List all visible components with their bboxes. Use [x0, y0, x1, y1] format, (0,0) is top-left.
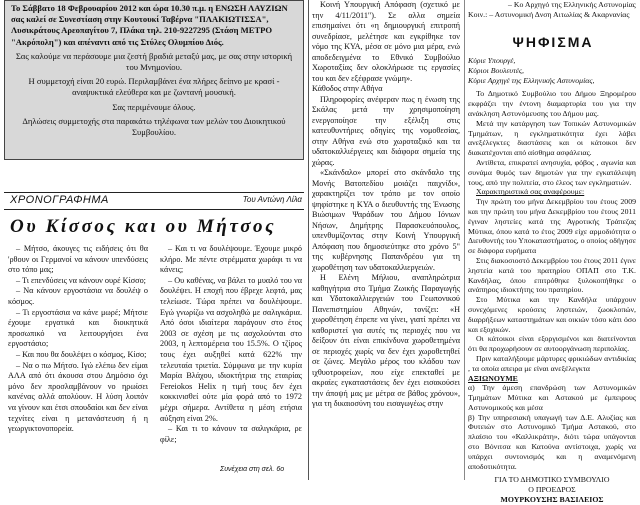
article-paragraph: «Σκάνδαλο» μπορεί στο σκάνδαλο της Μονής Βατοπεδίου μοιάζει παιχνίδι», χαρακτηρίζει τον τρόπο με τον οποίο ψηφίστηκε η ΚΥΑ ο διευθυντής της Ένωσης Βιώσιμων Ψαράδων του Δήμου Ιόνιων Νήσων, Δημήτρης Παρασκευόπουλος, υπενθυμίζοντας στην Κοινή Υπουργική Απόφαση που δημοσιεύτηκε στο χρόνο 5" της κυβέρνησης Παπανδρέου για τη χωροθέτηση των υδατοκαλλιεργειών. — [312, 168, 460, 272]
dialogue-line: – Τι εργοστάσια να κάνε μωρέ; Μήτσιε έχουμε εργατικά και διοικητικά προσωπικό να λειτουργήσει ένα εργοστάσιο; — [8, 307, 148, 349]
signature-name: ΜΟΥΡΚΟΥΣΗΣ ΒΑΣΙΛΕΙΟΣ — [500, 495, 604, 505]
dialogue-line: – Και τι να δουλέψουμε. Έχουμε μικρό κλήρο. Με πέντε στρέμματα χωράφι τι να κάνεις; — [160, 244, 302, 275]
article-paragraph: Πληροφορίες ανέφεραν πως η ένωση της Σκάλας μετά την χρησιμοποίηση ενεργοποίησε την εξέλιξη στις κατευθυντήριες οδηγίες της νομοθεσίας, στην Αθήνα ενώ στο χωροταξικό και τα υδατοκαλλιέργειες και διάφορα σημεία της χώρας. — [312, 94, 460, 167]
column-divider — [308, 0, 309, 480]
resolution-paragraph: Στο Μύτικα και την Κανδήλα υπάρχουν συνεχόμενες κρούσεις ληστειών, ζωοκλοπών, διαρρήξεων καταστημάτων και οικιών τόσο κάτι όσο και εξοχικών. — [468, 295, 636, 334]
section-header — [4, 192, 304, 210]
resolution-body — [468, 56, 636, 505]
resolution-paragraph: Το Δημοτικό Συμβούλιο του Δήμου Ξηρομέρου εκφράζει την έντονη διαμαρτυρία του για την ανάκληση Αστυνόμευσης του Δήμου μας. — [468, 89, 636, 118]
article-column-1 — [8, 244, 148, 435]
demand-item: β) Την υπηρεσιακή υπαγωγή των Δ.Ε. Αλυζίας και Φυτειών στο Αστυνομικό Τμήμα Αστακού, στο πλαίσιο του «Καλλικράτη», διότι τώρα υπάγονται στο Βόνιτσα και Κατούνα αντίστοιχα, χωρίς να υπάρχει συντονισμός και η αναμενόμενη αποδοτικότητα. — [468, 412, 636, 471]
continued-note: Συνέχεια στη σελ. 6ο — [220, 466, 285, 473]
resolution-title: ΨΗΦΙΣΜΑ — [512, 34, 594, 50]
dialogue-line: – Τι επενδύσεις να κάνουν ουρέ Κίσσο; — [16, 275, 146, 285]
recipient-line: Κοιν.: – Αστυνομική Δνση Αιτωλίας & Ακαρνανίας — [468, 10, 630, 19]
recipients-block — [468, 0, 638, 20]
article-paragraph: Κοινή Υπουργική Απόφαση (σχετικό με την 4/11/2011"). Σε αλλα σημεία επισημαίνει ότι «η δημιουργική επιτροπή συνεδρίασε, μελέτησε και εγκρίθηκε τον νόμο της ΚΥΑ, μέσα σε μόνο μια μέρα, ενώ αποδεδειγμένα το Εθνικό Συμβούλιο Χωροταξίας δεν ολοκλήρωσε τις εργασίες του και δεν εξέφρασε γνώμη». — [312, 0, 460, 83]
article-paragraph: Η Ελένη Μήλιου, αναπληρώτρια καθηγήτρια στο Τμήμα Ζωικής Παραγωγής και Υδατοκαλλιεργειών του Γεωπονικού Πανεπιστημίου Αθηνών, τονίζει: «Η χωροθέτηση έπρεπε να γίνει, γιατί πρέπει να καθοριστεί για αυτές τις περιοχές που να δείξουν ότι είναι επικίνδυνα χωροθετημένα σε περιοχές χωρίς να δεν έχει χωροθετηθεί σε ζώνες. Μεγάλο μέρος του κλάδου των ιχθυοτροφείων, που είχε επεκταθεί με ακραίες εγκαταστάσεις δεν έχει εισακούσει την άποψή μας με μέτρα σε βάθος χρόνου», για τη δικαιοσύνη του εισαγωγέως στην — [312, 273, 460, 408]
resolution-paragraph: Την πρώτη του μήνα Δεκεμβρίου του έτους 2009 και την πρώτη του μήνα Δεκεμβρίου του έτους 2011 έγιναν ληστείες κατά της Αγροτικής Τράπεζας Μύτικα, όπου κατά το έτος 2009 είχε αρμοδιότητα ο Διευθυντής του Υποκαταστήματος, ο οποίος οδήγησε σε διάφορα ευρήματα — [468, 197, 636, 256]
notice-line: Η συμμετοχή είναι 20 ευρώ. Περιλαμβάνει ένα πλήρες δείπνο με κρασί - αναψυκτικά ελεύθερα και με ζωντανή μουσική. — [28, 76, 280, 98]
resolution-paragraph: Μετά την κατάργηση των Τοπικών Αστυνομικών Τμημάτων, η εγκληματικότητα έχει λάβει ανεξέλεγκτες διαστάσεις και οι κάτοικοι δεν διακατέχονται από αίσθημα ασφάλειας. — [468, 118, 636, 158]
salutation: Κύριοι Βουλευτές, — [468, 65, 524, 75]
resolution-subheading: Χαρακτηριστικά σας αναφέρουμε: — [476, 187, 585, 197]
resolution-paragraph: Πριν καταλήξουμε μάρτυρες φρικιώδων αντιδικίας , τα οποία απειρα με είναι ανεξέλεγκτα — [468, 353, 636, 373]
column-divider — [464, 0, 465, 480]
article-headline: Ου Κίσσος και ου Μήτσος — [10, 216, 277, 237]
event-notice-box — [4, 0, 304, 160]
signature-line: Ο ΠΡΟΕΔΡΟΣ — [528, 485, 576, 495]
article-column-2 — [160, 244, 302, 445]
salutation: Κύριε Αρχηγέ της Ελληνικής Αστυνομίας, — [468, 75, 595, 85]
notice-line: Το Σάββατο 18 Φεβρουαρίου 2012 και ώρα 10.30 π.μ. η ΕΝΩΣΗ ΛΑΥΖΙΩΝ σας καλεί σε Συνεστίαση στην Κουτουκί Ταβέρνα "ΠΛΑΚΙΩΤΙΣΣΑ", Λυσικράτους Αρεοπαγίτου 7, Πλάκα τηλ. 210-9227295 (Στάση ΜΕΤΡΟ "Ακρόπολη") και απέναντι από τις Στύλες Ολυμπίου Διός. — [11, 3, 288, 47]
recipient-line: – Κο Αρχηγό της Ελληνικής Αστυνομίας — [508, 0, 636, 9]
dialogue-line: – Και που θα δουλέψει ο κόσμος, Κίσο; — [16, 349, 147, 359]
notice-line: Σας καλούμε να περάσουμε μια ζεστή βραδιά μεταξύ μας, με σας στην ιστορική του Μνημονίου. — [15, 50, 293, 73]
signature-line: ΓΙΑ ΤΟ ΔΗΜΟΤΙΚΟ ΣΥΜΒΟΥΛΙΟ — [494, 475, 610, 485]
demand-item: α) Την άμεση επανδρώση των Αστυνομικών Τμημάτων Μύτικα και Αστακού με έμπειρους Αστυνομικούς και μέσα — [468, 383, 636, 412]
notice-line: Δηλώσεις συμμετοχής στα παρακάτω τηλέφωνα των μελών του Διοικητικού Συμβουλίου. — [22, 115, 286, 138]
dialogue-line: – Και τι το κάνουν τα σαλιγκάρια, ρε φίλε; — [160, 424, 302, 444]
article-subheading: Κάθοδος στην Αθήνα — [312, 84, 383, 93]
resolution-paragraph: Στις διακοσιοστό Δεκεμβρίου του έτους 2011 έγινε ληστεία κατά του πρατηρίου ΟΠΑΠ στο Τ.Κ. Κανδήλας, όπου επιτρόθηκε ξυλοκοπήθηκε ο ανάπηρος ιδιοκτήτης του πρατηρίου. — [468, 255, 636, 295]
resolution-paragraph: Αντίθετα, επικρατεί ανησυχία, φόβος , αγωνία και συνάμα θυμός των δημοτών για την εγκατάλειψη τους, από την πολιτεία, στο έλεος των εγκληματιών. — [468, 157, 636, 187]
dialogue-line: – Να κάνουν εργοστάσια να δουλέψ ο κόσμος. — [8, 286, 148, 306]
dialogue-line: – Να ο πω Μήτσο. Ιγώ ελέπω δεν είμαι ΑΛΑ από ότι άκουσα στου Δημόσιο όχι μόνο δεν προσλαμβάνουν νο ηρωίσει κανένας αλλά απολύουν. Η λύση λοιπόν να γίνουν και έτσι σπουδαίοι και δεν είναι τεχνίτες είναι η μετανάστευση ή η γεωργικτονοπορεία. — [8, 360, 148, 434]
author-byline: Του Αντώνη Λίλα — [242, 195, 302, 204]
notice-line: Σας περιμένουμε όλους. — [112, 101, 196, 112]
dialogue-line: – Ου καθένας, να βάλει το μυαλό του να δουλέψει. Η εποχή που έβρεχε λεφτά, μας τελείωσε. Τώρα πρέπει να δουλέψουμε. Εγώ γνωρίζω να ασχοληθώ με σαλιγκάρια. Από όσοι ιδιαίτερα παράγουν στο έτος 2003 σε σχέση με τις ασχολούνται στο 2003, η λεπτομέρεια του 15.5%. Ο τζίρος τους έχει αυξηθεί κατά 622% την τελευταία τριετία. Σύμφωνα με την κυρία Μαρία Βλάχου, ιδιοκτήτρια της εταιρίας Fereiokos Helix η τιμή τους δεν έχει κοκκινισθεί ούτε μία φορά από το 1972 μέχρι σήμερα. Αντίθετα η μέση ετήσια αύξηση είναι 2%. — [160, 275, 302, 423]
salutation: Κύριε Υπουργέ, — [468, 56, 516, 65]
middle-article-column — [312, 0, 460, 410]
resolution-paragraph: Οι κάτοικοι είναι εξοργισμένοι και διατείνονται ότι θα προχωρήσουν σε αυτοοργάνωση περιπολίας. — [468, 334, 636, 354]
dialogue-line: – Μήτσο, άκουγες τις ειδήσεις ότι θα 'ρθουν οι Γερμανοί να κάνουν υπενδύσεις στο τόπο μας; — [8, 244, 148, 275]
section-title: ΧΡΟΝΟΓΡΑΦΗΜΑ — [10, 194, 109, 206]
demands-heading: ΑΞΙΩΝΟΥΜΕ — [468, 373, 518, 383]
